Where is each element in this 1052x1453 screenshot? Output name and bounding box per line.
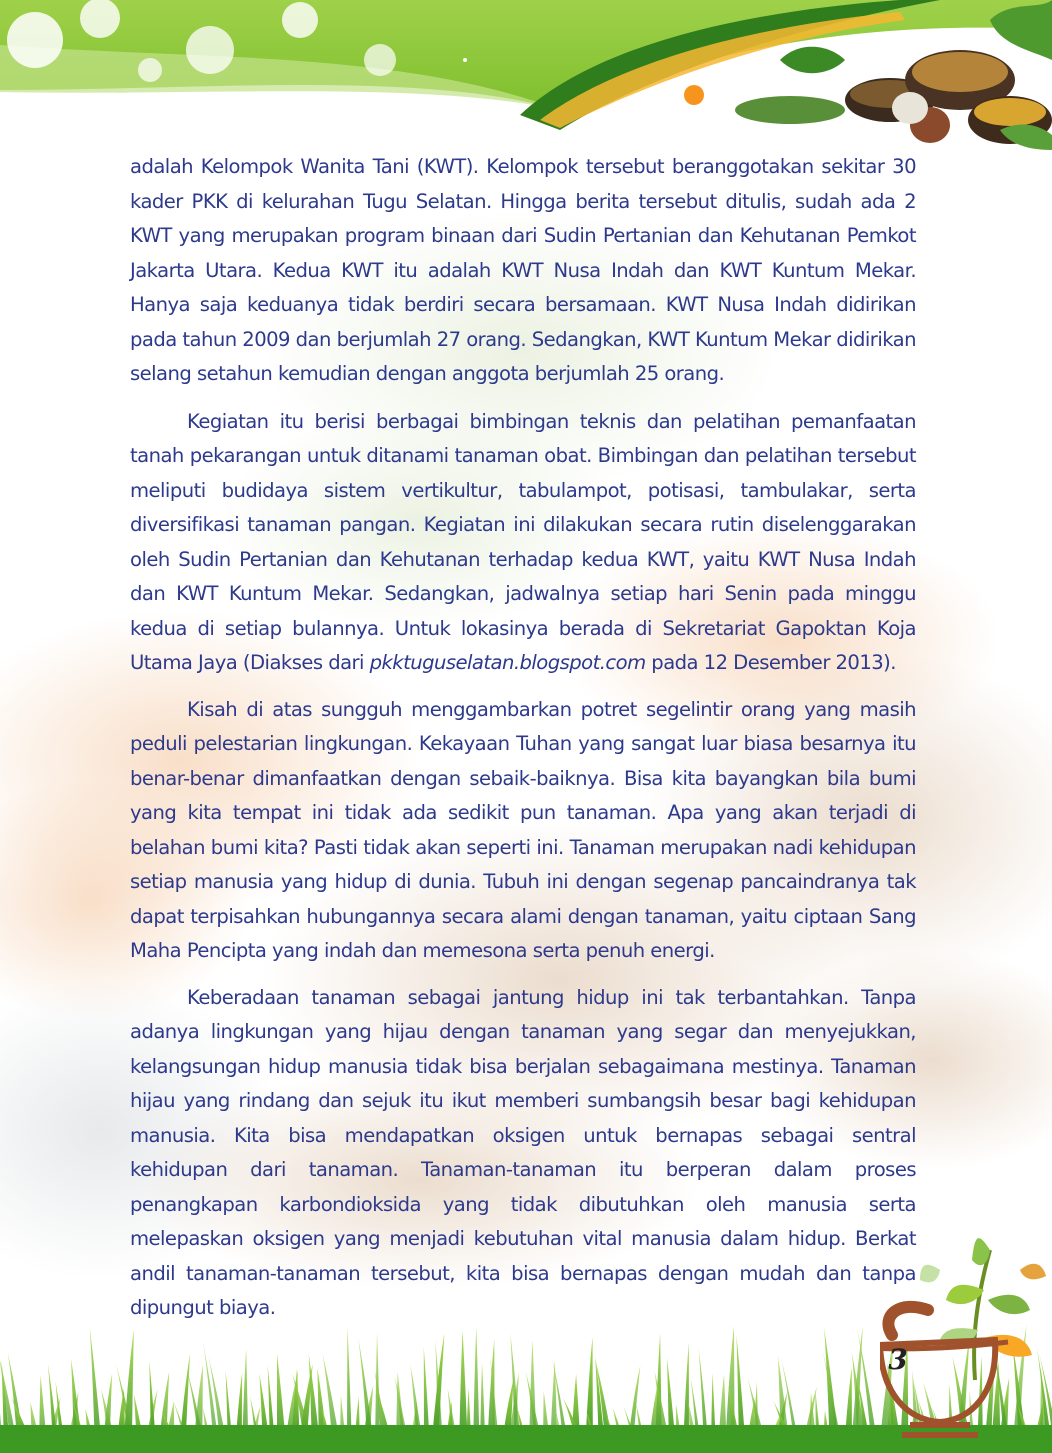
paragraph-2 [130, 405, 916, 681]
paragraph-3: Kisah di atas sungguh menggambarkan potret segelintir orang yang masih peduli pelestarian lingkungan. Kekayaan Tuhan yang sangat luar biasa besarnya itu benar-benar dimanfaatkan dengan sebaik-baiknya. Bisa kita bayangkan bila bumi yang kita tempat ini tidak ada sedikit pun tanaman. Apa yang akan terjadi di belahan bumi kita? Pasti tidak akan seperti ini. Tanaman merupakan nadi kehidupan setiap manusia yang hidup di dunia. Tubuh ini dengan segenap pancaindranya tak dapat terpisahkan hubungannya secara alami dengan tanaman, yaitu ciptaan Sang Maha Pencipta yang indah dan memesona serta penuh energi. [130, 697, 916, 962]
source-url: pkktuguselatan.blogspot.com [369, 651, 646, 674]
leaf-sprig-icon [920, 1238, 1046, 1380]
paragraph-4: Keberadaan tanaman sebagai jantung hidup ini tak terbantahkan. Tanpa adanya lingkungan yang hijau dengan tanaman yang segar dan menyejukkan, kelangsungan hidup manusia tidak bisa berjalan sebagaimana mestinya. Tanaman hijau yang rindang dan sejuk itu ikut memberi sumbangsih besar bagi kehidupan manusia. Kita bisa mendapatkan oksigen untuk bernapas sebagai sentral kehidupan dari tanaman. Tanaman-tanaman itu berperan dalam proses penangkapan karbondioksida yang tidak dibutuhkan oleh manusia serta melepaskan oksigen yang menjadi kebutuhan vital manusia dalam hidup. Berkat andil tanaman-tanaman tersebut, kita bisa bernapas dengan mudah dan tanpa dipungut biaya. [130, 985, 916, 1319]
body-text [130, 150, 916, 1338]
paragraph-2-text: Kegiatan itu berisi berbagai bimbingan teknis dan pelatihan pemanfaatan tanah pekarangan untuk ditanami tanaman obat. Bimbingan dan pelatihan tersebut meliputi budidaya sistem vertikultur, tabulampot, potisasi, tambulakar, serta diversifikasi tanaman pangan. Kegiatan ini dilakukan secara rutin diselenggarakan oleh Sudin Pertanian dan Kehutanan terhadap kedua KWT, yaitu KWT Nusa Indah dan KWT Kuntum Mekar. Sedangkan, jadwalnya setiap hari Senin pada minggu kedua di setiap bulannya. Untuk lokasinya berada di Sekretariat Gapoktan Koja Utama Jaya (Diakses dari [130, 409, 916, 674]
paragraph-1: adalah Kelompok Wanita Tani (KWT). Kelompok tersebut beranggotakan sekitar 30 kader PKK di kelurahan Tugu Selatan. Hingga berita tersebut ditulis, sudah ada 2 KWT yang merupakan program binaan dari Sudin Pertanian dan Kehutanan Pemkot Jakarta Utara. Kedua KWT itu adalah KWT Nusa Indah dan KWT Kuntum Mekar. Hanya saja keduanya tidak berdiri secara bersamaan. KWT Nusa Indah didirikan pada tahun 2009 dan berjumlah 27 orang. Sedangkan, KWT Kuntum Mekar didirikan selang setahun kemudian dengan anggota berjumlah 25 orang. [130, 155, 916, 385]
orange-dot-icon [684, 85, 704, 105]
page-number: 3 [888, 1343, 908, 1376]
paragraph-2-tail: pada 12 Desember 2013). [645, 651, 896, 674]
header-banner [0, 0, 1052, 160]
